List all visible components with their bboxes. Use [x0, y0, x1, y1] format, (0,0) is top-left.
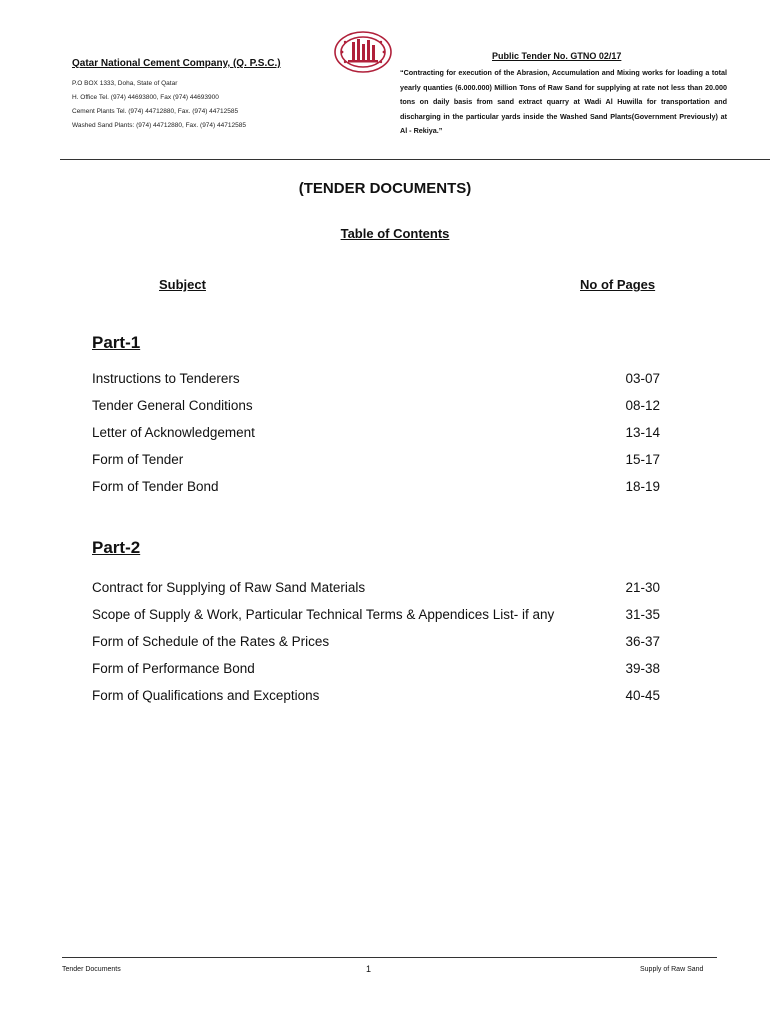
toc-entry-pages: 03-07	[625, 371, 660, 386]
header-divider	[60, 159, 770, 160]
footer-left-text: Tender Documents	[62, 966, 121, 973]
toc-entry	[92, 661, 660, 676]
toc-entry-subject: Tender General Conditions	[92, 398, 253, 413]
tender-number: Public Tender No. GTNO 02/17	[492, 51, 622, 61]
toc-entry-subject: Contract for Supplying of Raw Sand Materials	[92, 580, 366, 595]
toc-entry	[92, 425, 660, 440]
toc-entry-pages: 40-45	[625, 688, 660, 703]
toc-entry	[92, 634, 660, 649]
toc-entry	[92, 371, 660, 386]
company-logo-icon	[332, 30, 394, 74]
toc-entry-subject: Form of Schedule of the Rates & Prices	[92, 634, 330, 649]
toc-entry-pages: 08-12	[625, 398, 660, 413]
toc-entry-subject: Form of Performance Bond	[92, 661, 255, 676]
toc-entry	[92, 452, 660, 467]
toc-entry	[92, 688, 660, 703]
part-1-heading: Part-1	[92, 333, 141, 352]
toc-entry-subject: Instructions to Tenderers	[92, 371, 240, 386]
toc-entry-subject: Form of Tender	[92, 452, 184, 467]
toc-entry-subject: Scope of Supply & Work, Particular Technical Terms & Appendices List- if any	[92, 607, 555, 622]
toc-entry	[92, 607, 660, 622]
address-line: H. Office Tel. (974) 44693800, Fax (974) 44693900	[72, 94, 219, 101]
toc-entry-pages: 21-30	[625, 580, 660, 595]
address-line: P.O BOX 1333, Doha, State of Qatar	[72, 80, 178, 87]
toc-entry-pages: 13-14	[625, 425, 660, 440]
page-number: 1	[366, 964, 372, 974]
toc-entry-pages: 18-19	[625, 479, 660, 494]
toc-entry-subject: Form of Tender Bond	[92, 479, 219, 494]
toc-entry-pages: 15-17	[625, 452, 660, 467]
address-line: Cement Plants Tel. (974) 44712880, Fax. (974) 44712585	[72, 108, 239, 115]
toc-entry	[92, 479, 660, 494]
tender-description: “Contracting for execution of the Abrasion, Accumulation and Mixing works for loading a total yearly quanties (6.000.000) Million Tons of Raw Sand for supplying at rate not less than 20.000 tons on daily basis from sand extract quarry at Wadi Al Huwilla for transportation and discharging in the particular yards inside the Washed Sand Plants(Government Previously) at Al - Rekiya.”	[400, 68, 727, 136]
part-2-heading: Part-2	[92, 538, 141, 557]
toc-entry-subject: Letter of Acknowledgement	[92, 425, 255, 440]
toc-entry	[92, 580, 660, 595]
toc-entry-pages: 36-37	[625, 634, 660, 649]
toc-entry-subject: Form of Qualifications and Exceptions	[92, 688, 320, 703]
toc-entry-pages: 39-38	[625, 661, 660, 676]
footer-divider	[62, 957, 717, 958]
toc-title: Table of Contents	[340, 226, 450, 241]
toc-entry-pages: 31-35	[625, 607, 660, 622]
company-name: Qatar National Cement Company, (Q. P.S.C.)	[72, 58, 281, 69]
column-header-subject: Subject	[159, 277, 206, 292]
toc-entry	[92, 398, 660, 413]
column-header-pages: No of Pages	[580, 277, 656, 292]
footer-right-text: Supply of Raw Sand	[640, 966, 704, 973]
document-title: (TENDER DOCUMENTS)	[298, 180, 472, 197]
address-line: Washed Sand Plants: (974) 44712880, Fax. (974) 44712585	[72, 122, 246, 129]
